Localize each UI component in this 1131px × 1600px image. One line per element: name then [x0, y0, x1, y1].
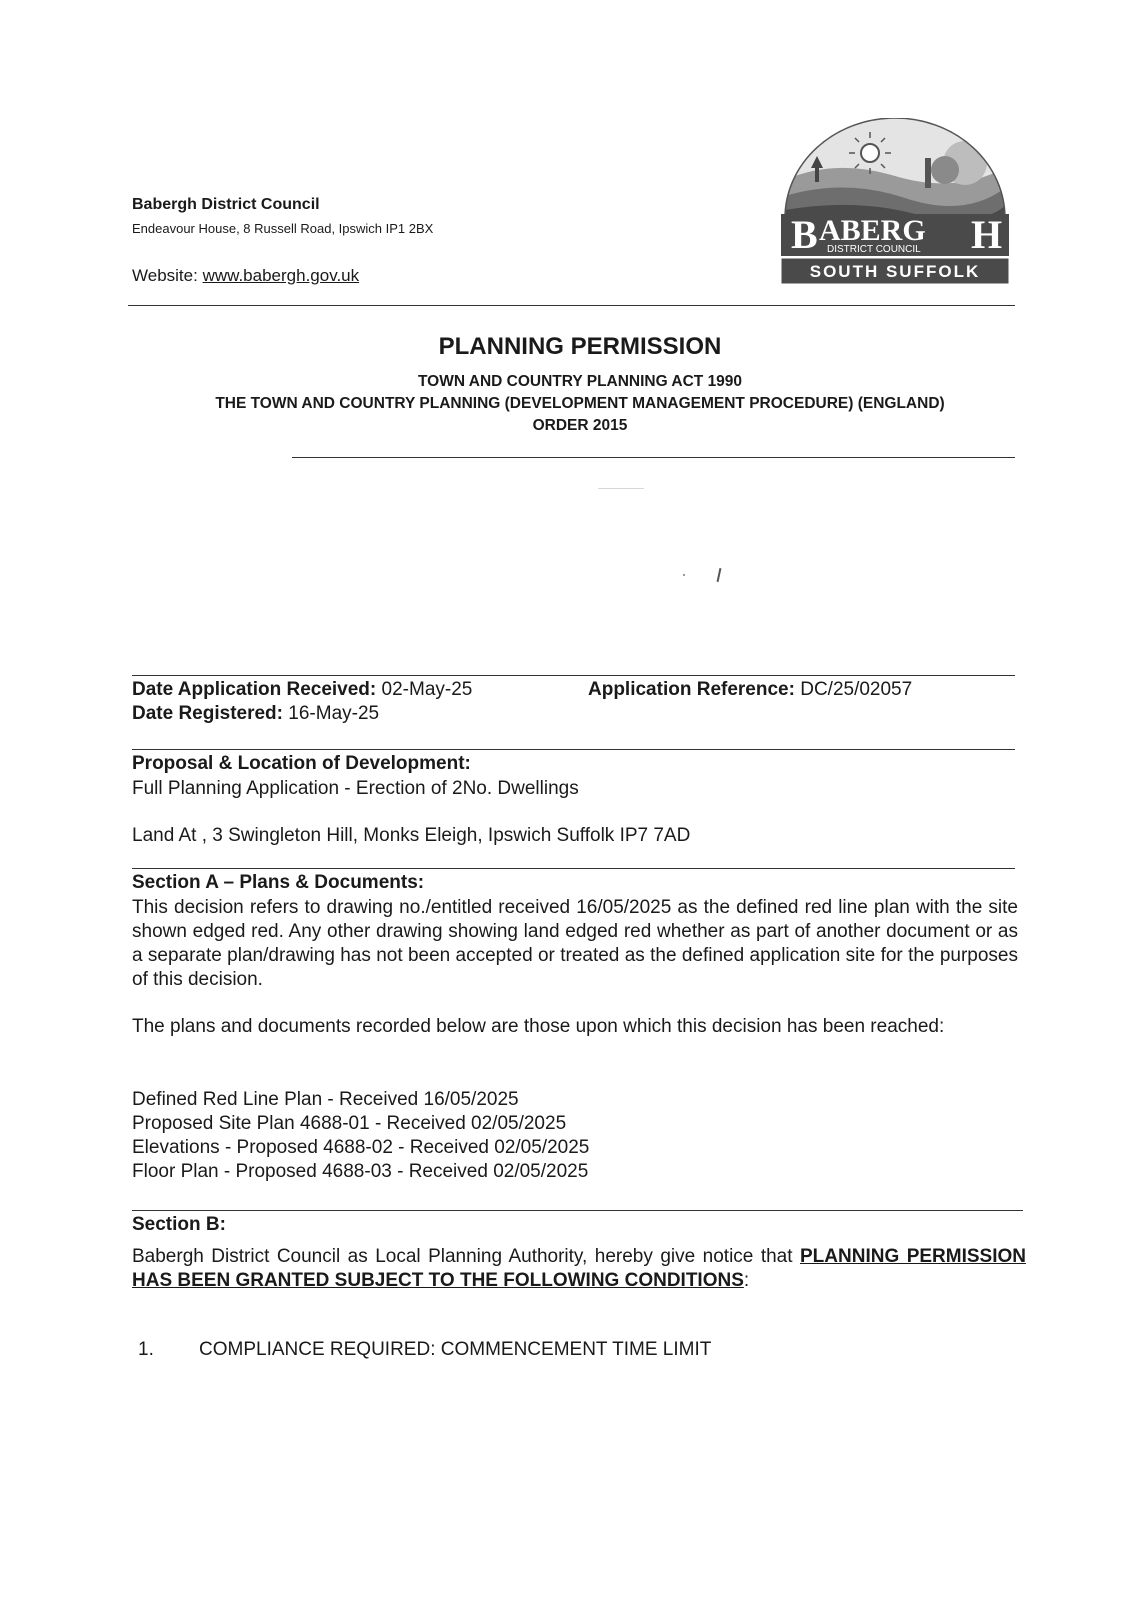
document-title: PLANNING PERMISSION: [438, 333, 722, 360]
application-reference-label: Application Reference:: [588, 679, 795, 700]
application-reference: [588, 679, 912, 701]
date-received: [132, 679, 472, 701]
section-a-paragraph-1: This decision refers to drawing no./entitled received 16/05/2025 as the defined red line plan with the site shown edged red. Any other drawing showing land edged red whether as part of another document or as a separate plan/drawing has not been accepted or treated as the defined application site for the purposes of this decision.: [132, 897, 1018, 990]
condition-title: COMPLIANCE REQUIRED: COMMENCEMENT TIME LIMIT: [199, 1339, 712, 1360]
proposal-description: Full Planning Application - Erection of 2No. Dwellings: [132, 778, 579, 799]
logo-letter-h: H: [971, 212, 1003, 257]
document-list-item: Floor Plan - Proposed 4688-03 - Received 02/05/2025: [132, 1161, 589, 1182]
section-a-divider: [132, 868, 1015, 869]
header-divider: [128, 305, 1015, 306]
date-registered: [132, 703, 379, 725]
condition-number: 1.: [138, 1339, 154, 1360]
title-divider: [292, 457, 1015, 458]
date-registered-value: 16-May-25: [283, 703, 380, 724]
document-list-item: Proposed Site Plan 4688-01 - Received 02/05/2025: [132, 1113, 567, 1134]
section-b-heading: Section B:: [132, 1214, 226, 1235]
section-b-notice: [132, 1245, 1026, 1293]
logo-region: SOUTH SUFFOLK: [809, 262, 981, 281]
council-address: Endeavour House, 8 Russell Road, Ipswich IP1 2BX: [132, 221, 434, 236]
proposal-divider: [132, 749, 1015, 750]
section-b-notice-end: :: [743, 1270, 750, 1291]
details-divider: [132, 675, 1015, 676]
application-reference-value: DC/25/02057: [794, 679, 913, 700]
section-a-heading: Section A – Plans & Documents:: [132, 872, 425, 893]
scan-mark: [683, 574, 685, 576]
document-list-item: Elevations - Proposed 4688-02 - Received 02/05/2025: [132, 1137, 590, 1158]
act-line-3: ORDER 2015: [532, 417, 628, 434]
proposal-heading: Proposal & Location of Development:: [132, 753, 471, 774]
section-b-notice-text: Babergh District Council as Local Planning Authority, hereby give notice that: [132, 1246, 800, 1267]
section-a-paragraph-2: The plans and documents recorded below are those upon which this decision has been reached:: [132, 1016, 945, 1037]
document-list-item: Defined Red Line Plan - Received 16/05/2025: [132, 1089, 519, 1110]
date-registered-label: Date Registered:: [132, 703, 283, 724]
logo-letter-b: B: [791, 212, 818, 257]
babergh-logo-graphic: [775, 118, 1015, 288]
act-line-2: THE TOWN AND COUNTRY PLANNING (DEVELOPMENT MANAGEMENT PROCEDURE) (ENGLAND): [215, 395, 945, 412]
council-name: Babergh District Council: [132, 196, 320, 213]
section-b-notice-decision: PLANNING PERMISSION HAS BEEN GRANTED SUBJECT TO THE FOLLOWING CONDITIONS: [132, 1246, 1026, 1291]
website-line: [132, 266, 359, 286]
website-label: Website:: [132, 266, 203, 285]
section-b-divider: [132, 1210, 1023, 1211]
logo-wordmark: ABERG: [819, 214, 926, 247]
date-received-value: 02-May-25: [376, 679, 473, 700]
scan-mark: [717, 568, 722, 582]
babergh-logo: [775, 118, 1015, 288]
date-received-label: Date Application Received:: [132, 679, 377, 700]
proposal-location: Land At , 3 Swingleton Hill, Monks Eleigh, Ipswich Suffolk IP7 7AD: [132, 825, 691, 846]
act-line-1: TOWN AND COUNTRY PLANNING ACT 1990: [417, 373, 743, 390]
website-link[interactable]: www.babergh.gov.uk: [202, 266, 360, 285]
logo-subtitle: DISTRICT COUNCIL: [827, 244, 921, 255]
scan-mark: [598, 488, 644, 489]
